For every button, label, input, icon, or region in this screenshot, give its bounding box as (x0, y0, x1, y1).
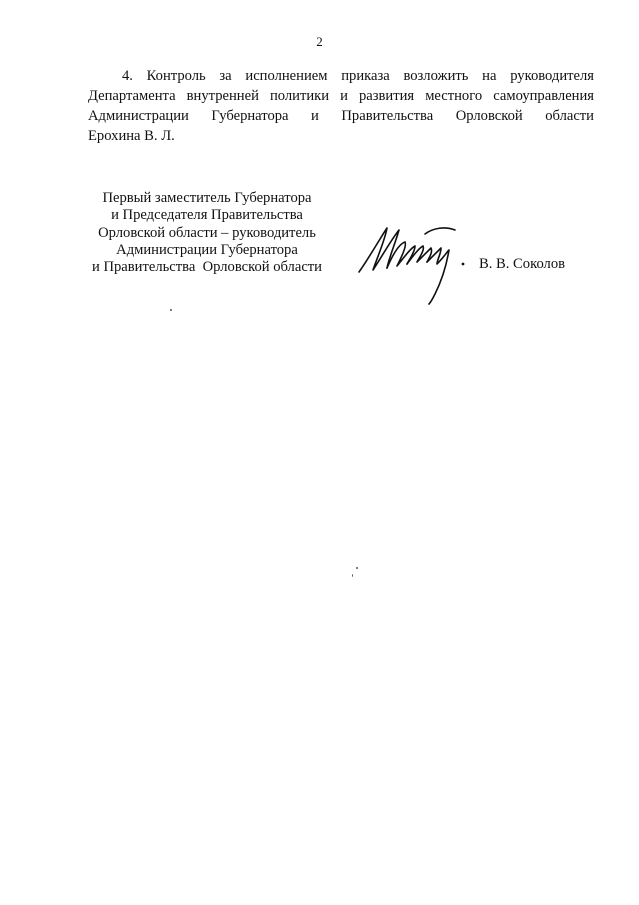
scan-speck (352, 574, 353, 577)
paragraph-line: Администрации Губернатора и Правительства Орловской области (88, 108, 594, 124)
signatory-title (82, 190, 332, 276)
paragraph-line: 4. Контроль за исполнением приказа возложить на руководителя (122, 68, 594, 84)
signatory-title-line: Первый заместитель Губернатора (102, 190, 312, 206)
signatory-title-line: Орловской области – руководитель (98, 224, 316, 241)
paragraph-line: Департамента внутренней политики и развития местного самоуправления (88, 88, 594, 104)
scan-speck (170, 309, 172, 311)
scan-speck (356, 567, 358, 569)
handwritten-signature (355, 218, 480, 308)
paragraph-line: Ерохина В. Л. (88, 128, 175, 144)
order-paragraph (88, 66, 594, 146)
signatory-title-line: и Председателя Правительства (111, 207, 303, 224)
page-number: 2 (316, 34, 323, 49)
signatory-title-line: и Правительства Орловской области (92, 259, 322, 276)
signer-name: В. В. Соколов (479, 256, 566, 272)
signatory-title-line: Администрации Губернатора (116, 241, 298, 258)
